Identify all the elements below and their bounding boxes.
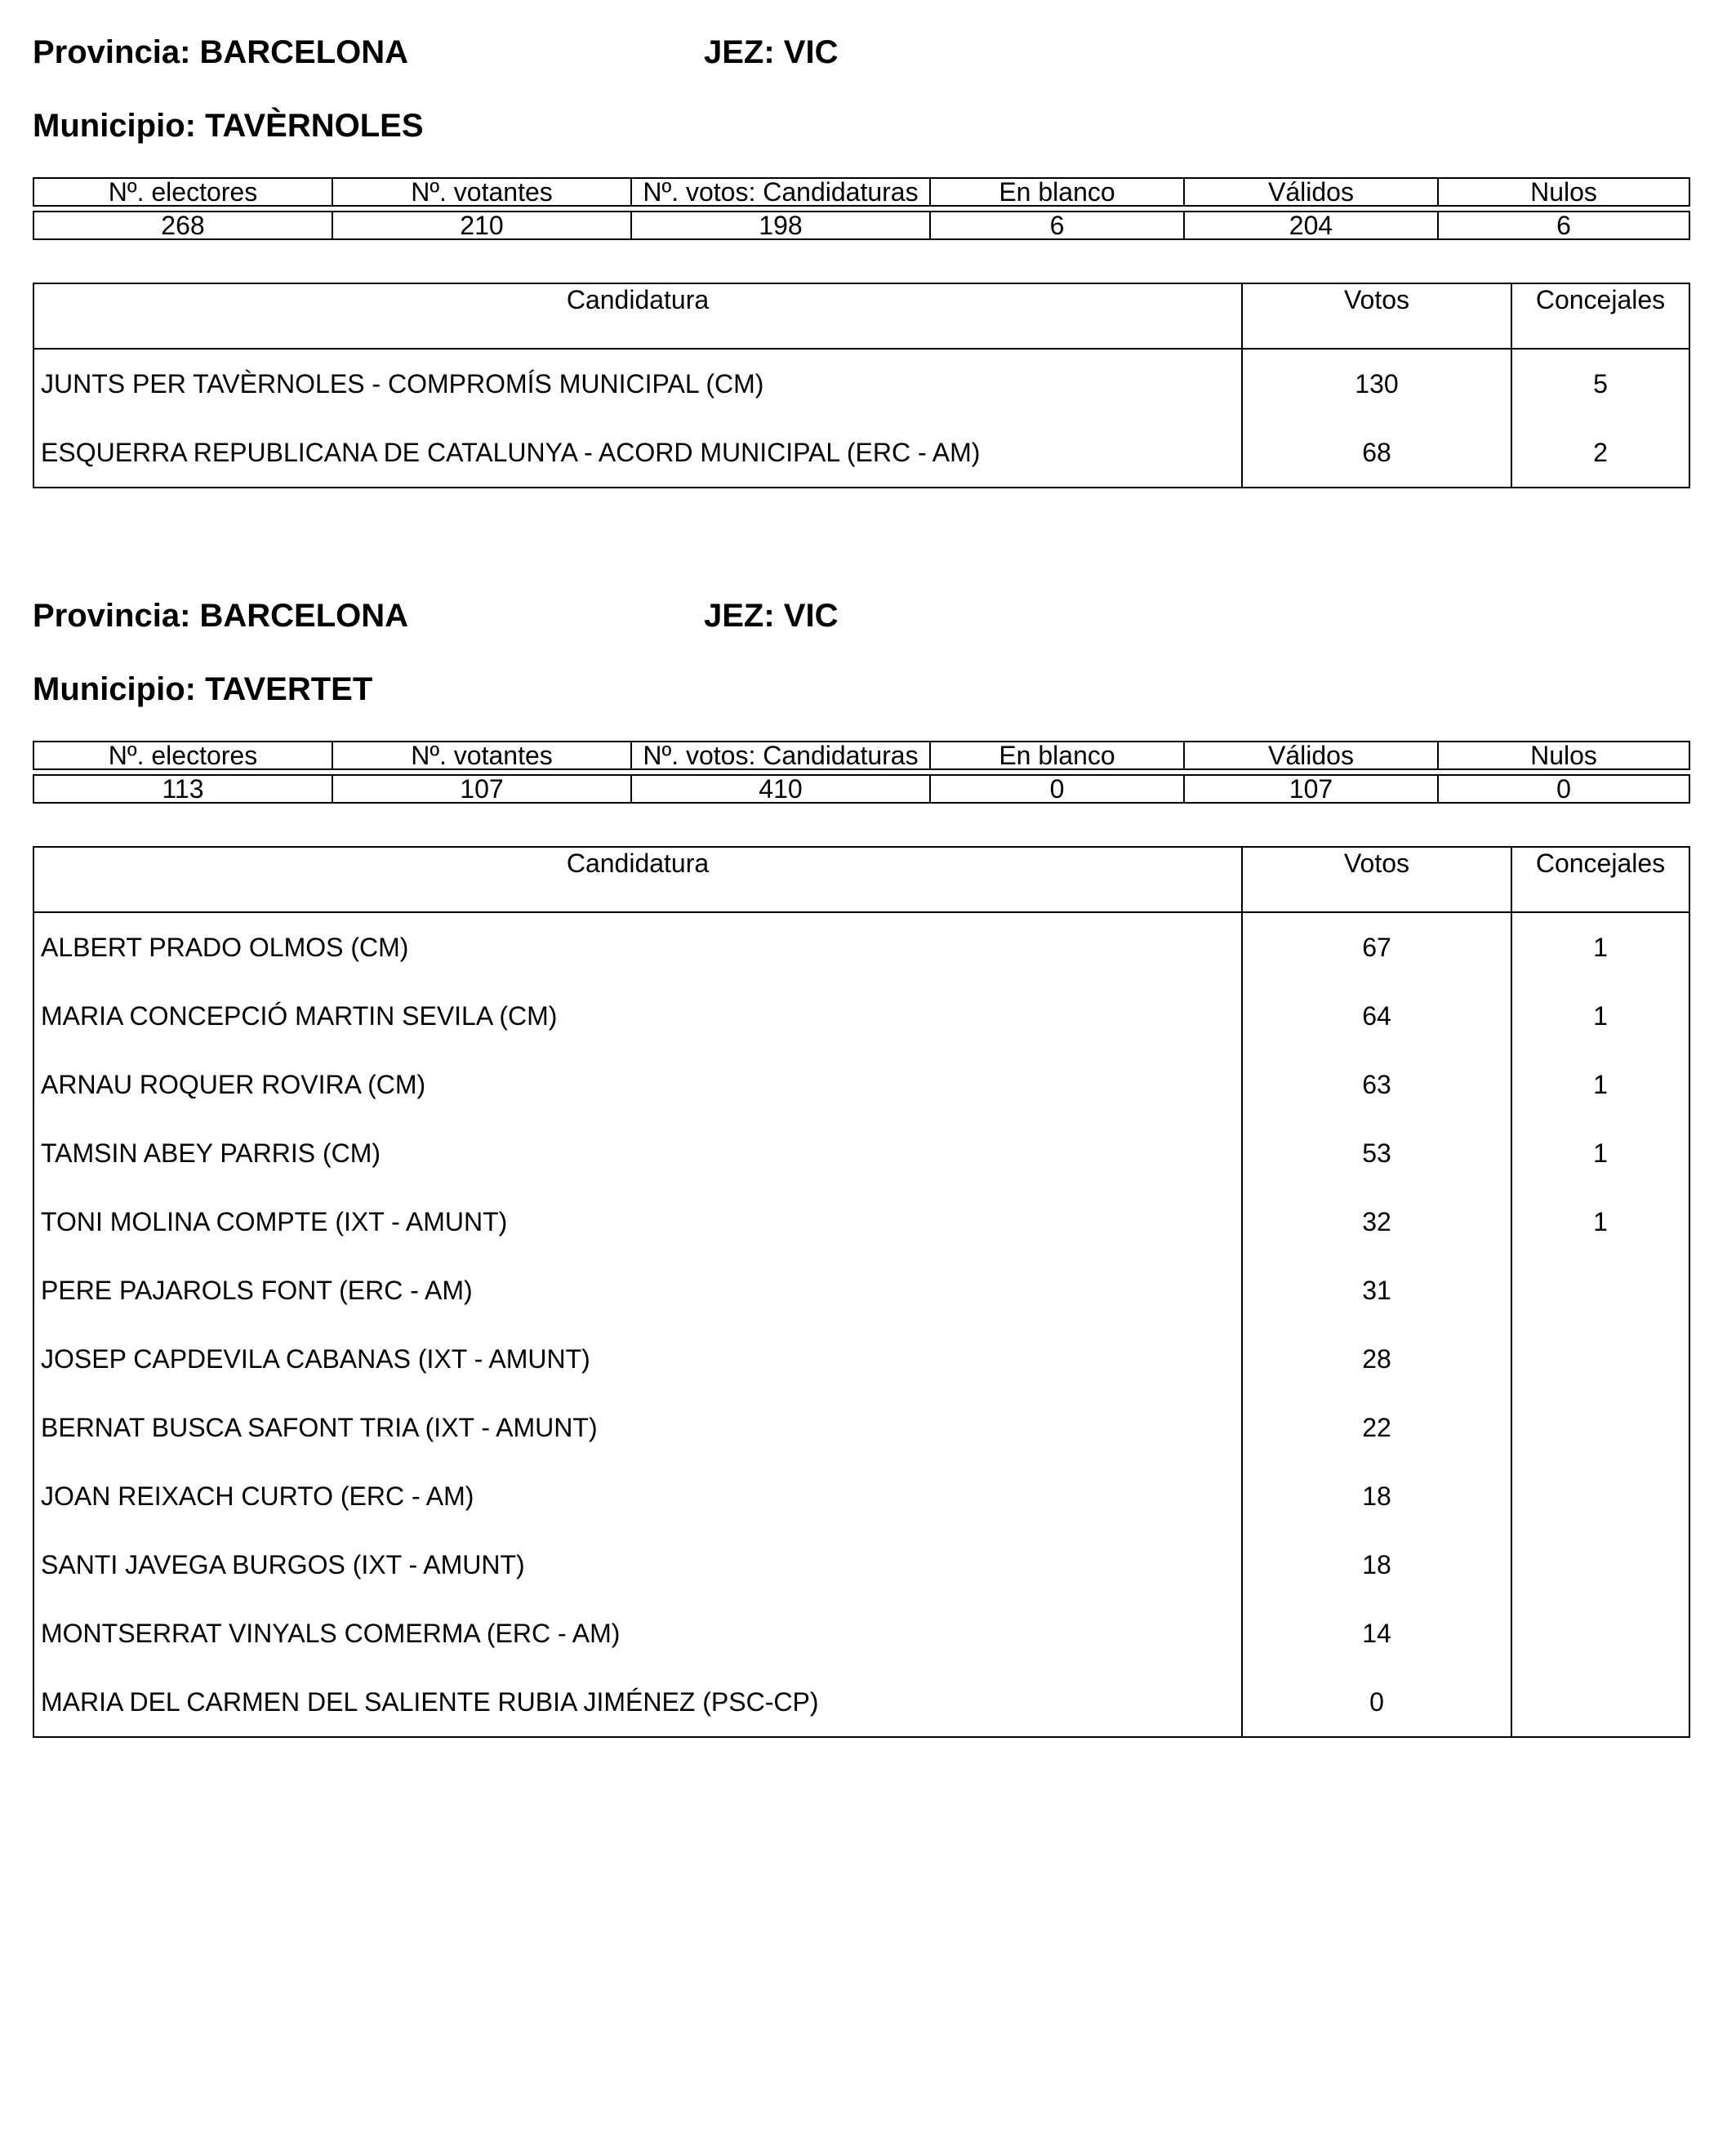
candidate-name: JOSEP CAPDEVILA CABANAS (IXT - AMUNT)	[34, 1325, 1243, 1393]
summary-header-cell: Nº. electores	[33, 741, 332, 770]
candidate-concejales	[1512, 1325, 1689, 1393]
candidate-concejales	[1512, 1530, 1689, 1599]
summary-header-cell: Válidos	[1183, 177, 1437, 207]
summary-value-cell: 0	[1437, 774, 1690, 804]
jez-heading: JEZ: VIC	[704, 34, 839, 70]
summary-table	[33, 173, 1690, 244]
summary-header-cell: Nº. electores	[33, 177, 332, 207]
candidate-concejales: 1	[1593, 933, 1608, 962]
candidate-name: MARIA CONCEPCIÓ MARTIN SEVILA (CM)	[34, 982, 1243, 1050]
candidate-concejales: 1	[1593, 1070, 1608, 1099]
candidate-name: ARNAU ROQUER ROVIRA (CM)	[34, 1050, 1243, 1119]
candidate-name: SANTI JAVEGA BURGOS (IXT - AMUNT)	[34, 1530, 1243, 1599]
summary-header-cell: Válidos	[1183, 741, 1437, 770]
candidate-votos: 63	[1243, 1050, 1512, 1119]
table-row	[34, 1668, 1689, 1736]
votos-header: Votos	[1243, 848, 1512, 911]
summary-header-cell: Nº. votos: Candidaturas	[630, 177, 929, 207]
table-row	[34, 1187, 1689, 1256]
candidate-concejales: 1	[1593, 1001, 1608, 1031]
candidate-concejales	[1512, 1668, 1689, 1736]
summary-value-cell: 410	[630, 774, 929, 804]
table-row	[34, 1393, 1689, 1462]
municipio-heading: Municipio: TAVÈRNOLES	[33, 108, 424, 144]
table-row	[34, 1119, 1689, 1187]
summary-value-cell: 113	[33, 774, 332, 804]
summary-value-cell: 6	[1437, 211, 1690, 240]
candidate-votos: 28	[1243, 1325, 1512, 1393]
concejales-header: Concejales	[1535, 285, 1666, 314]
candidate-concejales	[1512, 1462, 1689, 1530]
summary-header-cell: Nº. votantes	[332, 741, 630, 770]
candidate-votos: 68	[1243, 418, 1512, 487]
candidates-header-row	[34, 284, 1689, 350]
provincia-heading: Provincia: BARCELONA	[33, 598, 409, 634]
candidate-name: BERNAT BUSCA SAFONT TRIA (IXT - AMUNT)	[34, 1393, 1243, 1462]
table-row	[34, 913, 1689, 982]
summary-value-row	[33, 774, 1690, 804]
candidate-name: ALBERT PRADO OLMOS (CM)	[34, 913, 1243, 982]
candidates-header-row	[34, 848, 1689, 913]
table-row	[34, 1462, 1689, 1530]
summary-header-cell: En blanco	[929, 741, 1183, 770]
candidate-votos: 64	[1243, 982, 1512, 1050]
summary-header-cell: Nº. votantes	[332, 177, 630, 207]
candidate-name: JOAN REIXACH CURTO (ERC - AM)	[34, 1462, 1243, 1530]
candidate-votos: 14	[1243, 1599, 1512, 1668]
candidate-concejales: 1	[1593, 1207, 1608, 1236]
candidate-name: TONI MOLINA COMPTE (IXT - AMUNT)	[34, 1187, 1243, 1256]
candidate-name: PERE PAJAROLS FONT (ERC - AM)	[34, 1256, 1243, 1325]
table-row	[34, 350, 1689, 418]
candidate-concejales: 2	[1593, 438, 1608, 467]
summary-header-cell: Nulos	[1437, 741, 1690, 770]
summary-value-cell: 268	[33, 211, 332, 240]
provincia-heading: Provincia: BARCELONA	[33, 34, 409, 70]
candidate-votos: 53	[1243, 1119, 1512, 1187]
candidate-concejales: 1	[1593, 1138, 1608, 1168]
candidatura-header: Candidatura	[34, 284, 1243, 348]
candidate-concejales	[1512, 1599, 1689, 1668]
candidate-votos: 130	[1243, 350, 1512, 418]
candidates-table	[33, 283, 1690, 488]
summary-value-row	[33, 211, 1690, 240]
table-row	[34, 1050, 1689, 1119]
table-row	[34, 982, 1689, 1050]
summary-header-cell: Nulos	[1437, 177, 1690, 207]
candidate-name: TAMSIN ABEY PARRIS (CM)	[34, 1119, 1243, 1187]
municipio-heading: Municipio: TAVERTET	[33, 671, 373, 707]
candidate-name: ESQUERRA REPUBLICANA DE CATALUNYA - ACORD MUNICIPAL (ERC - AM)	[34, 418, 1243, 487]
candidate-votos: 67	[1243, 913, 1512, 982]
candidate-name: JUNTS PER TAVÈRNOLES - COMPROMÍS MUNICIPAL (CM)	[34, 350, 1243, 418]
votos-header: Votos	[1243, 284, 1512, 348]
jez-heading: JEZ: VIC	[704, 598, 839, 634]
concejales-header: Concejales	[1535, 849, 1666, 878]
table-row	[34, 1599, 1689, 1668]
candidate-votos: 22	[1243, 1393, 1512, 1462]
candidatura-header: Candidatura	[34, 848, 1243, 911]
candidate-name: MONTSERRAT VINYALS COMERMA (ERC - AM)	[34, 1599, 1243, 1668]
summary-value-cell: 107	[332, 774, 630, 804]
candidate-name: MARIA DEL CARMEN DEL SALIENTE RUBIA JIMÉNEZ (PSC-CP)	[34, 1668, 1243, 1736]
summary-value-cell: 210	[332, 211, 630, 240]
candidate-concejales: 5	[1593, 369, 1608, 399]
summary-value-cell: 6	[929, 211, 1183, 240]
summary-table	[33, 737, 1690, 808]
table-row	[34, 1256, 1689, 1325]
candidate-concejales	[1512, 1256, 1689, 1325]
table-row	[34, 418, 1689, 487]
summary-header-row	[33, 741, 1690, 770]
table-row	[34, 1530, 1689, 1599]
candidate-votos: 32	[1243, 1187, 1512, 1256]
candidate-concejales	[1512, 1393, 1689, 1462]
candidate-votos: 18	[1243, 1462, 1512, 1530]
summary-header-cell: Nº. votos: Candidaturas	[630, 741, 929, 770]
table-row	[34, 1325, 1689, 1393]
candidate-votos: 31	[1243, 1256, 1512, 1325]
candidates-table	[33, 846, 1690, 1738]
summary-value-cell: 204	[1183, 211, 1437, 240]
summary-value-cell: 107	[1183, 774, 1437, 804]
candidate-votos: 0	[1243, 1668, 1512, 1736]
summary-value-cell: 0	[929, 774, 1183, 804]
summary-header-cell: En blanco	[929, 177, 1183, 207]
candidate-votos: 18	[1243, 1530, 1512, 1599]
summary-header-row	[33, 177, 1690, 207]
summary-value-cell: 198	[630, 211, 929, 240]
